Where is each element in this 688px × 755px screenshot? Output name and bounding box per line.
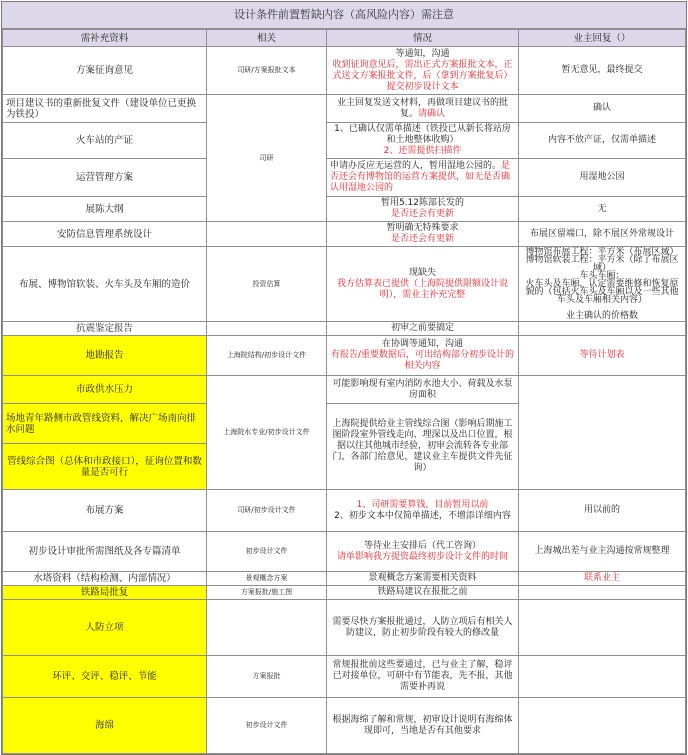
row-related: 方案报批 — [207, 656, 327, 698]
document-page — [1, 1, 687, 755]
row-related: 上海院水专业/初步设计文件 — [207, 376, 327, 490]
row-item: 初步设计审批所需图纸及各专篇清单 — [3, 532, 207, 572]
row-item: 管线综合图（总体和市政接口），征询位置和数量是否可行 — [3, 444, 207, 490]
row-related: 方案报批/施工图 — [207, 586, 327, 600]
row-status: 可能影响现有室内消防水池大小、荷载及水泵房面积 — [327, 376, 519, 404]
row-status — [327, 159, 519, 197]
row-status — [327, 336, 519, 376]
table-row — [3, 159, 686, 197]
row-item: 火车站的产证 — [3, 123, 207, 159]
row-item: 展陈大纲 — [3, 197, 207, 222]
table-row — [3, 222, 686, 247]
table-row — [3, 376, 686, 404]
row-reply: 无 — [519, 197, 686, 222]
row-status: 常规报批前这些要通过，已与业主了解，稳评已对接单位，可研中有节能表，先不报，其他需要补再说 — [327, 656, 519, 698]
status-red: 是否还会有更新 — [390, 234, 454, 244]
row-reply: 上海城出差与业主沟通按常规整理 — [519, 532, 686, 572]
table-row — [3, 247, 686, 322]
status-black: 1、已确认仅需单描述（铁投已从新长将站房和土地整体收购） — [334, 124, 511, 145]
table-row — [3, 336, 686, 376]
table-row — [3, 95, 686, 123]
row-status: 铁路局建议在报批之前 — [327, 586, 519, 600]
requirements-table — [2, 29, 686, 754]
table-row — [3, 123, 686, 159]
row-status: 需要尽快方案报批通过，人防立项后有相关人防建议，防止初步阶段有较大的修改量 — [327, 600, 519, 656]
row-related: 初步设计文件 — [207, 532, 327, 572]
row-reply — [519, 656, 686, 698]
row-reply: 等待计划表 — [519, 336, 686, 376]
table-row — [3, 47, 686, 95]
row-related: 初步设计文件 — [207, 698, 327, 754]
row-related: 上海院结构/初步设计文件 — [207, 336, 327, 376]
row-item: 抗震鉴定报告 — [3, 322, 207, 336]
table-row — [3, 572, 686, 586]
row-related: 司研 — [207, 95, 327, 222]
row-related — [207, 600, 327, 656]
table-row — [3, 322, 686, 336]
row-reply: 用以前的 — [519, 490, 686, 532]
table-row — [3, 532, 686, 572]
row-status — [327, 222, 519, 247]
row-reply: 联系业主 — [519, 572, 686, 586]
status-red: 1、司研需要算钱，目前暂用以前 — [356, 499, 489, 510]
row-status — [327, 47, 519, 95]
row-item: 方案征询意见 — [3, 47, 207, 95]
document-title: 设计条件前置暂缺内容（高风险内容）需注意 — [2, 2, 686, 29]
header-reply: 业主回复（） — [519, 30, 686, 47]
status-black: 暂用5.12陈部长发的 — [380, 198, 465, 208]
row-status — [327, 490, 519, 532]
status-red: 2、还需提供扫描件 — [383, 146, 462, 156]
row-item: 铁路局批复 — [3, 586, 207, 600]
row-item: 市政供水压力 — [3, 376, 207, 404]
header-item: 需补充资料 — [3, 30, 207, 47]
row-status: 景观概念方案需要相关资料 — [327, 572, 519, 586]
status-black: 等待业主安排后（代工咨询） — [363, 540, 481, 551]
row-item: 布展、博物馆软装、火车头及车厢的造价 — [3, 247, 207, 322]
row-status — [327, 123, 519, 159]
row-related: 投资估算 — [207, 247, 327, 322]
row-reply — [519, 600, 686, 656]
row-status — [327, 247, 519, 322]
header-related: 相关 — [207, 30, 327, 47]
row-reply — [519, 586, 686, 600]
row-related: 司研/方案报批文本 — [207, 47, 327, 95]
status-red: 请确认 — [418, 108, 446, 119]
row-status — [327, 197, 519, 222]
row-item: 运营管理方案 — [3, 159, 207, 197]
row-reply: 内容不放产证，仅需单描述 — [519, 123, 686, 159]
status-black: 2、初步文本中仅简单描述，不增添详细内容 — [334, 510, 511, 521]
row-related: 景观概念方案 — [207, 572, 327, 586]
row-reply: 博物馆布展工程：平方米（布展区域） 博物馆软装工程：平方米（除了布展区域） 车头车厢： 火车头及车厢，认定需要维修和恢复原貌的（包括火车头及车厢以及一些其他车头及车厢相关内容） 业主确认的价格数 — [519, 247, 686, 322]
table-row — [3, 600, 686, 656]
status-red: 是否还会有更新 — [390, 209, 454, 219]
status-red: 请单影响我方提资最终初步设计文件的时间 — [336, 551, 508, 562]
table-row — [3, 197, 686, 222]
status-red: 是否还会有博物馆的运营方案提供，如无是否确认用湿地公园的 — [330, 161, 511, 193]
status-black: 现缺失 — [408, 267, 436, 278]
row-related — [207, 322, 327, 336]
table-row — [3, 656, 686, 698]
row-reply: 布展区留端口，除不展区外常规设计 — [519, 222, 686, 247]
table-header-row — [3, 30, 686, 47]
row-item: 人防立项 — [3, 600, 207, 656]
row-item: 地勘报告 — [3, 336, 207, 376]
row-reply — [519, 376, 686, 490]
header-status: 情况 — [327, 30, 519, 47]
status-black: 业主回复发送文材料，再做项目建议书的批复。 — [336, 97, 508, 119]
row-related — [207, 222, 327, 247]
row-item: 场地青年路侧市政管线资料，解决广场南向排水问题 — [3, 404, 207, 444]
status-black: 等通知，沟通 — [395, 48, 450, 59]
status-red: 我方估算表已提供（上海院提供限额设计说明），需业主补充完整 — [336, 278, 508, 300]
row-related: 司研/初步设计文件 — [207, 490, 327, 532]
row-reply: 暂无意见，最终提交 — [519, 47, 686, 95]
status-black: 申请办反应无运营的人，暂用湿地公园的。 — [330, 161, 502, 171]
row-reply: 确认 — [519, 95, 686, 123]
row-reply — [519, 698, 686, 754]
row-item: 项目建议书的重新批复文件（建设单位已更换为铁投） — [3, 95, 207, 123]
status-red: 收到征询意见后，需出正式方案报批文本，正式送文方案报批文件，后（拿到方案批复后）提交初步设计文本 — [332, 59, 513, 92]
row-item: 水塔资料（结构检测、内部情况） — [3, 572, 207, 586]
status-red: 有报告/重要数据后，可出结构部分初步设计的相关内容 — [330, 350, 515, 371]
row-status: 上海院提供给业主管线综合图（影响后期施工图阶段室外管线走向、埋深以及出口位置，根据以往其他城市经验，初审会流转各专业部门，各部门给意见，建议业主车提供文件先征询） — [327, 404, 519, 490]
row-status: 根据海绵了解和常规，初审设计说明有海绵体现即可，当地是否有其他要求 — [327, 698, 519, 754]
row-item: 环评、交评、稳评、节能 — [3, 656, 207, 698]
table-row — [3, 698, 686, 754]
row-item: 海绵 — [3, 698, 207, 754]
row-reply — [519, 322, 686, 336]
row-status — [327, 95, 519, 123]
row-item: 布展方案 — [3, 490, 207, 532]
row-reply: 用湿地公园 — [519, 159, 686, 197]
status-black: 暂明确无特殊要求 — [386, 223, 459, 233]
table-row — [3, 490, 686, 532]
table-row — [3, 586, 686, 600]
row-status — [327, 532, 519, 572]
row-item: 安防信息管理系统设计 — [3, 222, 207, 247]
status-black: 在协调等通知，沟通 — [381, 339, 463, 349]
row-status: 初审之前要搞定 — [327, 322, 519, 336]
